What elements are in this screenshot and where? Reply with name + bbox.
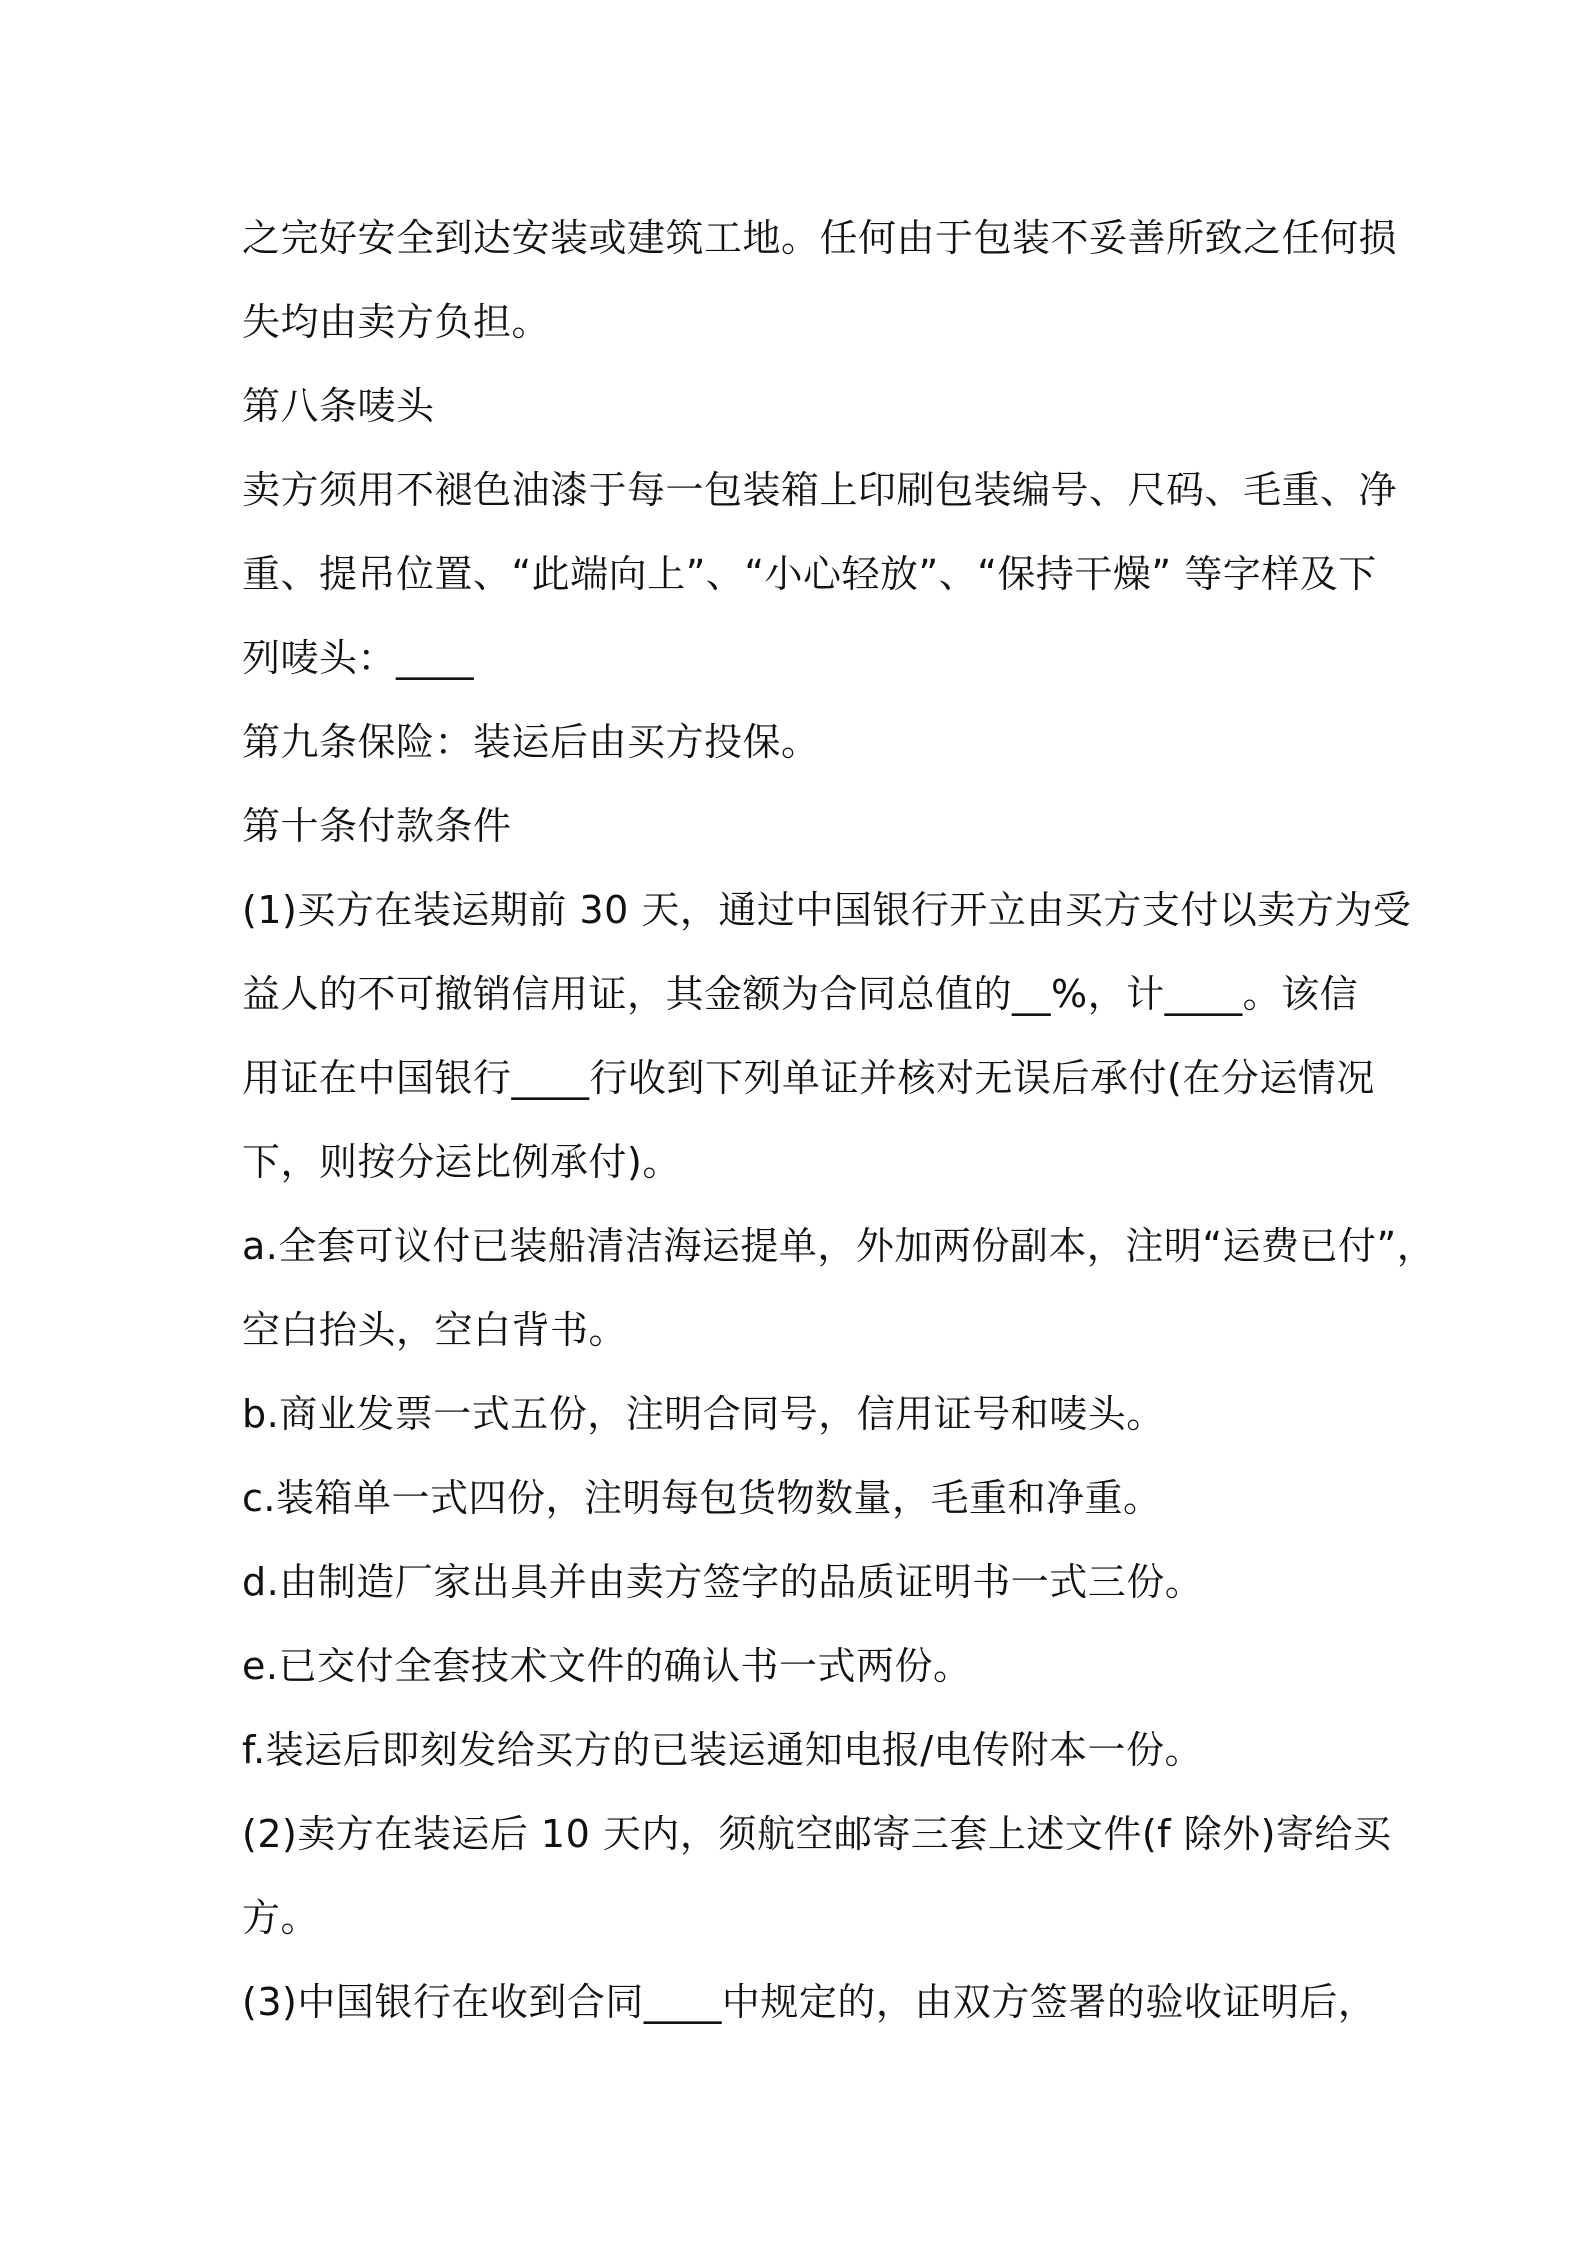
list-item: f.装运后即刻发给买方的已装运通知电报/电传附本一份。	[242, 1728, 1203, 1772]
text-line: 失均由卖方负担。	[242, 300, 551, 344]
section-heading: 第八条唛头	[242, 384, 435, 428]
text-line: (1)买方在装运期前 30 天，通过中国银行开立由买方支付以卖方为受	[242, 888, 1412, 932]
document-body	[242, 196, 1436, 2044]
list-item: e.已交付全套技术文件的确认书一式两份。	[242, 1644, 972, 1688]
text-line: 空白抬头，空白背书。	[242, 1308, 628, 1352]
list-item: d.由制造厂家出具并由卖方签字的品质证明书一式三份。	[242, 1560, 1204, 1604]
text-line: 益人的不可撤销信用证，其金额为合同总值的__%，计____。该信	[242, 972, 1359, 1016]
text-line: 之完好安全到达安装或建筑工地。任何由于包装不妥善所致之任何损	[242, 216, 1398, 260]
text-line: 列唛头：____	[242, 636, 475, 680]
text-line: 下，则按分运比例承付)。	[242, 1140, 681, 1184]
list-item: a.全套可议付已装船清洁海运提单，外加两份副本，注明“运费已付”，	[242, 1224, 1436, 1268]
list-item: c.装箱单一式四份，注明每包货物数量，毛重和净重。	[242, 1476, 1162, 1520]
list-item: b.商业发票一式五份，注明合同号，信用证号和唛头。	[242, 1392, 1165, 1436]
text-line: 卖方须用不褪色油漆于每一包装箱上印刷包装编号、尺码、毛重、净	[242, 468, 1398, 512]
text-line: (3)中国银行在收到合同____中规定的，由双方签署的验收证明后，	[242, 1980, 1377, 2024]
text-line: 用证在中国银行____行收到下列单证并核对无误后承付(在分运情况	[242, 1056, 1375, 1100]
text-line: 重、提吊位置、“此端向上”、“小心轻放”、“保持干燥” 等字样及下	[242, 552, 1377, 596]
text-line: 方。	[242, 1896, 320, 1940]
section-heading: 第十条付款条件	[242, 804, 512, 848]
text-line: (2)卖方在装运后 10 天内，须航空邮寄三套上述文件(f 除外)寄给买	[242, 1812, 1392, 1856]
section-heading: 第九条保险：装运后由买方投保。	[242, 720, 820, 764]
